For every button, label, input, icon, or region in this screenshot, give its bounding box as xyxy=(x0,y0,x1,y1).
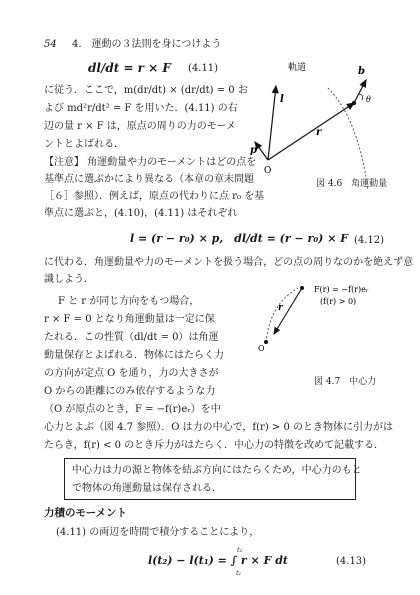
section-heading: 力積のモーメント xyxy=(44,507,128,519)
equation-4-11: dl/dt = r × F xyxy=(88,61,171,75)
equation-4-13-number: (4.13) xyxy=(336,556,367,567)
condition-label: (f(r) > 0) xyxy=(320,297,357,306)
para2-line2: 識しよう． xyxy=(44,274,94,285)
para3-line9: たらき，f(r) < 0 のとき斥力がはたらく．中心力の特徴を改めて記載する． xyxy=(44,440,384,451)
note-line4: 準点に選ぶと，(4.10)，(4.11) はそれぞれ xyxy=(44,208,238,219)
equation-4-11-number: (4.11) xyxy=(188,63,219,74)
velocity-vector-b xyxy=(354,80,366,103)
particle-point xyxy=(300,286,304,290)
orbit-label: 軌道 xyxy=(288,63,307,73)
note-line3: ［６］参照）．例えば，原点の代わりに点 r₀ を基 xyxy=(44,191,265,202)
particle-point xyxy=(352,101,356,105)
r-label: r xyxy=(316,127,322,138)
para3-line5: の方向が定点 O を通り，力の大きさが xyxy=(44,368,219,379)
integral-upper-limit: t₂ xyxy=(237,546,243,554)
b-label: b xyxy=(358,66,365,77)
note-line2: 基準点に選ぶかにより異なる（本章の章末問題 xyxy=(44,174,254,185)
origin-label: O xyxy=(264,166,272,176)
equation-4-12-number: (4.12) xyxy=(354,235,385,246)
para1-line3: 辺の量 r × F は，原点の周りの力のモーメ xyxy=(44,121,236,132)
para3-line6: O からの距離にのみ依存するような力 xyxy=(44,386,216,397)
para1-line1: に従う．ここで，m(dr/dt) × (dr/dt) = 0 お xyxy=(44,85,248,96)
figure-4-7-caption: 図 4.7 中心力 xyxy=(314,377,377,387)
figure-4-6-caption: 図 4.6 角運動量 xyxy=(316,179,388,189)
key-point-line2: で物体の角運動量は保存される． xyxy=(72,483,222,494)
key-point-line1: 中心力は力の源と物体を結ぶ方向にはたらくため，中心力のもと xyxy=(72,465,362,476)
para3-line8: 心力とよぶ（図 4.7 参照）．O は力の中心で，f(r) > 0 のとき物体に引力がは xyxy=(44,422,393,433)
para1-line2: よび md²r/dt² = F を用いた．(4.11) の右 xyxy=(44,103,238,114)
para3-line4: 動量保存とよばれる．物体にはたらく力 xyxy=(44,350,224,361)
l-label: l xyxy=(280,94,284,105)
origin-point xyxy=(264,340,268,344)
para4-line1: (4.11) の両辺を時間で積分することにより， xyxy=(56,527,260,538)
r-label: r xyxy=(278,303,283,313)
figure-4-7 xyxy=(252,282,388,352)
integral-lower-limit: t₁ xyxy=(236,569,242,577)
chapter-title: 4. 運動の３法則を身につけよう xyxy=(72,39,222,50)
orbit-curve xyxy=(328,88,368,190)
equation-4-13: l(t₂) − l(t₁) = ∫ r × F dt xyxy=(148,554,289,567)
page-number: 54 xyxy=(44,39,57,50)
para3-line7: （O が原点のとき，F = −f(r)eᵣ）を中 xyxy=(44,404,221,415)
trajectory-curve xyxy=(266,288,298,342)
figure-4-6 xyxy=(248,58,388,196)
angular-momentum-vector-l xyxy=(268,86,276,160)
para3-line3: たれる．この性質（dl/dt = 0）は角運 xyxy=(44,332,219,343)
para3-line2: r × F = 0 となり角運動量は一定に保 xyxy=(44,314,215,325)
theta-label: θ xyxy=(366,95,371,104)
equation-4-12: l = (r − r₀) × p, dl/dt = (r − r₀) × F xyxy=(130,232,349,245)
para2-line1: に代わる．角運動量や力のモーメントを扱う場合，どの点の周りなのかを絶えず意 xyxy=(44,257,414,268)
para1-line4: ントとよばれる． xyxy=(44,139,124,150)
p-label: p xyxy=(250,145,257,156)
origin-label: O xyxy=(258,344,265,352)
para3-line1: F と r が同じ方向をもつ場合， xyxy=(58,296,200,307)
note-line1: 【注意】 角運動量や力のモーメントはどの点を xyxy=(44,157,257,168)
position-vector-r xyxy=(268,103,354,160)
force-label: F(r) = −f(r)eᵣ xyxy=(314,285,369,294)
